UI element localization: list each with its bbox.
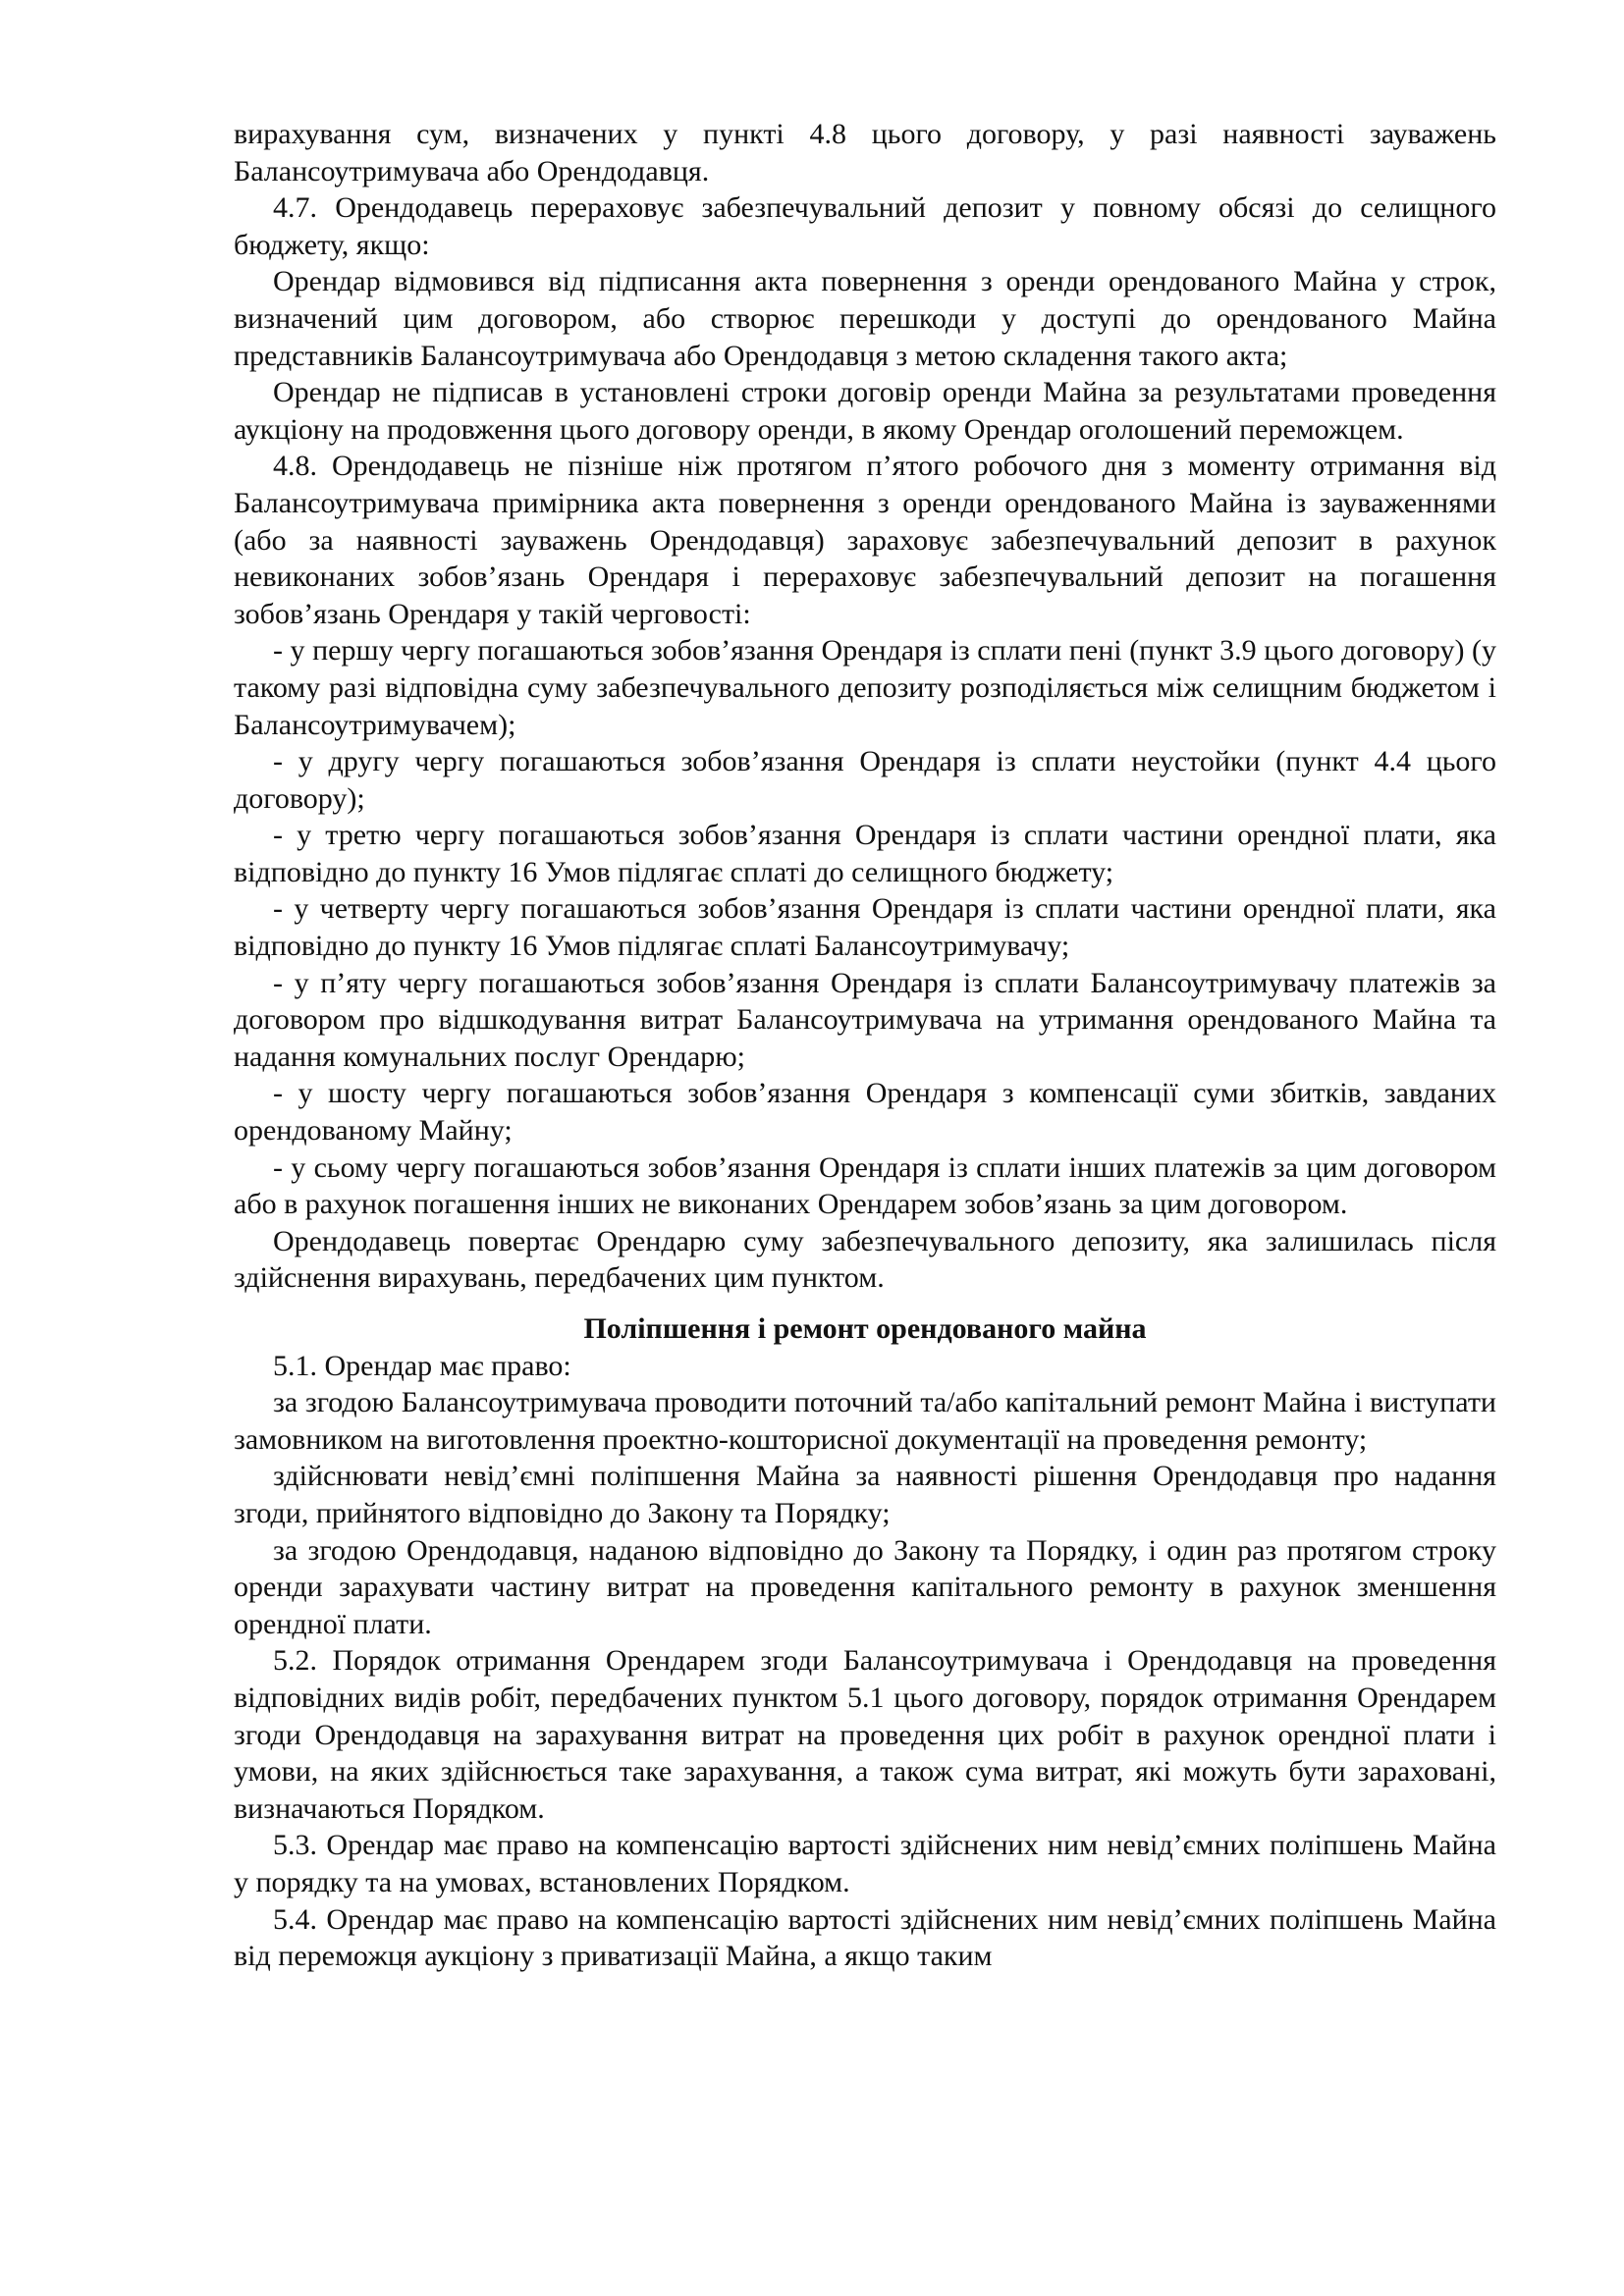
paragraph: 5.1. Орендар має право:: [273, 1349, 571, 1382]
paragraph: за згодою Орендодавця, наданою відповідно до Закону та Порядку, і один раз протягом строку оренди зарахувати частину витрат на проведення капітального ремонту в рахунок зменшення орендної плати.: [234, 1533, 1496, 1640]
paragraph: - у п’яту чергу погашаються зобов’язання Орендаря із сплати Балансоутримувачу платежів за договором про відшкодування витрат Балансоутримувача на утримання орендованого Майна та надання комунальних послуг Орендарю;: [234, 966, 1496, 1073]
paragraph: - у першу чергу погашаються зобов’язання Орендаря із сплати пені (пункт 3.9 цього договору) (у такому разі відповідна суму забезпечувального депозиту розподіляється між селищним бюджетом і Балансоутримувачем);: [234, 634, 1496, 741]
paragraph: 4.7. Орендодавець перераховує забезпечувальний депозит у повному обсязі до селищного бюджету, якщо:: [234, 191, 1496, 261]
section-heading: Поліпшення і ремонт орендованого майна: [583, 1312, 1147, 1345]
paragraph: 5.4. Орендар має право на компенсацію вартості здійснених ним невід’ємних поліпшень Майна від переможця аукціону з приватизації Майна, а якщо таким: [234, 1902, 1496, 1973]
document-body-part1: [234, 116, 1496, 1297]
paragraph: за згодою Балансоутримувача проводити поточний та/або капітальний ремонт Майна і виступати замовником на виготовлення проектно-кошторисної документації на проведення ремонту;: [234, 1386, 1496, 1456]
document-body-part2: [234, 1348, 1496, 1975]
paragraph: 4.8. Орендодавець не пізніше ніж протягом п’ятого робочого дня з моменту отримання від Балансоутримувача примірника акта повернення з оренди орендованого Майна із зауваженнями (або за наявності зауважень Орендодавця) зараховує забезпечувальний депозит в рахунок невиконаних зобов’язань Орендаря і перераховує забезпечувальний депозит на погашення зобов’язань Орендаря у такій черговості:: [234, 450, 1496, 630]
paragraph: - у сьому чергу погашаються зобов’язання Орендаря із сплати інших платежів за цим договором або в рахунок погашення інших не виконаних Орендарем зобов’язань за цим договором.: [234, 1150, 1496, 1221]
paragraph: Орендар відмовився від підписання акта повернення з оренди орендованого Майна у строк, визначений цим договором, або створює перешкоди у доступі до орендованого Майна представників Балансоутримувача або Орендодавця з метою складення такого акта;: [234, 265, 1496, 372]
paragraph: Орендодавець повертає Орендарю суму забезпечувального депозиту, яка залишилась після здійснення вирахувань, передбачених цим пунктом.: [234, 1224, 1496, 1295]
paragraph: - у шосту чергу погашаються зобов’язання Орендаря з компенсації суми збитків, завданих орендованому Майну;: [234, 1077, 1496, 1148]
paragraph: - у другу чергу погашаються зобов’язання Орендаря із сплати неустойки (пункт 4.4 цього договору);: [234, 745, 1496, 815]
paragraph: здійснювати невід’ємні поліпшення Майна за наявності рішення Орендодавця про надання згоди, прийнятого відповідно до Закону та Порядку;: [234, 1460, 1496, 1529]
paragraph: - у четверту чергу погашаються зобов’язання Орендаря із сплати частини орендної плати, яка відповідно до пункту 16 Умов підлягає сплаті Балансоутримувачу;: [234, 892, 1496, 963]
paragraph: 5.2. Порядок отримання Орендарем згоди Балансоутримувача і Орендодавця на проведення відповідних видів робіт, передбачених пунктом 5.1 цього договору, порядок отримання Орендарем згоди Орендодавця на зарахування витрат на проведення цих робіт в рахунок орендної плати і умови, на яких здійснюється таке зарахування, а також сума витрат, які можуть бути зараховані, визначаються Порядком.: [234, 1644, 1496, 1825]
paragraph: - у третю чергу погашаються зобов’язання Орендаря із сплати частини орендної плати, яка відповідно до пункту 16 Умов підлягає сплаті до селищного бюджету;: [234, 819, 1496, 888]
paragraph: Орендар не підписав в установлені строки договір оренди Майна за результатами проведення аукціону на продовження цього договору оренди, в якому Орендар оголошений переможцем.: [234, 376, 1496, 446]
paragraph: 5.3. Орендар має право на компенсацію вартості здійснених ним невід’ємних поліпшень Майна у порядку та на умовах, встановлених Порядком.: [234, 1829, 1496, 1898]
paragraph: вирахування сум, визначених у пункті 4.8 цього договору, у разі наявності зауважень Балансоутримувача або Орендодавця.: [234, 118, 1496, 187]
